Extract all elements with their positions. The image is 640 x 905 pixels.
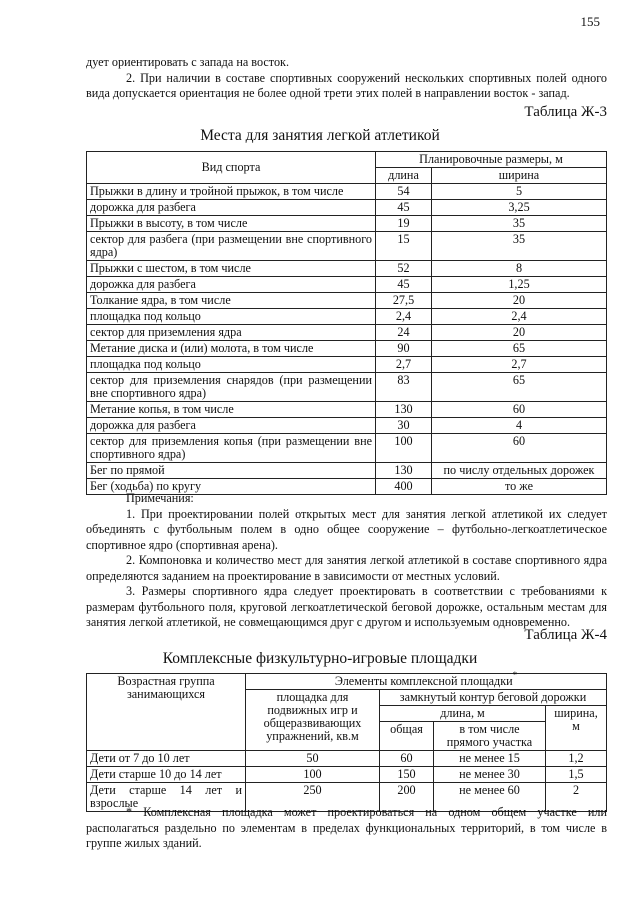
cell-length: 24	[376, 325, 432, 341]
header-track-width: ширина, м	[546, 706, 607, 751]
cell-width: 35	[432, 216, 607, 232]
cell-sport: сектор для приземления ядра	[87, 325, 376, 341]
cell-straight: не менее 30	[434, 767, 546, 783]
cell-sport: Бег по прямой	[87, 463, 376, 479]
cell-length: 19	[376, 216, 432, 232]
table-row	[87, 373, 607, 402]
cell-sport: Толкание ядра, в том числе	[87, 293, 376, 309]
cell-width: 20	[432, 293, 607, 309]
header-planning: Планировочные размеры, м	[376, 152, 607, 168]
header-total: общая	[380, 722, 434, 751]
cell-age: Дети старше 10 до 14 лет	[87, 767, 246, 783]
table-row	[87, 434, 607, 463]
cell-length: 400	[376, 479, 432, 495]
cell-width: 60	[432, 434, 607, 463]
cell-width: 5	[432, 184, 607, 200]
note-1: 1. При проектировании полей открытых мест для занятия легкой атлетикой их следует объединять с футбольным полем в одно общее сооружение – футбольно-легкоатлетическое спортивное ядро (спортивная арена).	[86, 506, 607, 552]
cell-width: 1,5	[546, 767, 607, 783]
cell-length: 2,4	[376, 309, 432, 325]
cell-width: 2,4	[432, 309, 607, 325]
cell-age: Дети от 7 до 10 лет	[87, 751, 246, 767]
cell-width: 65	[432, 341, 607, 357]
intro-continuation: дует ориентировать с запада на восток.	[86, 55, 290, 69]
cell-length: 30	[376, 418, 432, 434]
table-zh4-footnote: * Комплексная площадка может проектироваться на одном общем участке или располагаться раздельно по элементам в пределах функциональных территорий, в том числе в группе жилых зданий.	[86, 805, 607, 850]
table-zh4-caption: Таблица Ж-4	[524, 627, 607, 643]
table-row	[87, 200, 607, 216]
header-age-group: Возрастная группа занимающихся	[87, 674, 246, 751]
cell-width: 20	[432, 325, 607, 341]
table-zh3-caption: Таблица Ж-3	[524, 104, 607, 120]
header-elements-label: Элементы комплексной площадки	[334, 674, 513, 688]
note-2: 2. Компоновка и количество мест для занятия легкой атлетикой в составе спортивного ядра определяются заданием на проектирование в зависимости от местных условий.	[86, 553, 607, 583]
cell-length: 130	[376, 463, 432, 479]
cell-sport: сектор для приземления снарядов (при размещении вне спортивного ядра)	[87, 373, 376, 402]
cell-sport: сектор для разбега (при размещении вне спортивного ядра)	[87, 232, 376, 261]
cell-length: 83	[376, 373, 432, 402]
footnote-marker: *	[512, 670, 518, 680]
cell-width: 1,2	[546, 751, 607, 767]
cell-sport: Бег (ходьба) по кругу	[87, 479, 376, 495]
cell-width: 60	[432, 402, 607, 418]
cell-width: 4	[432, 418, 607, 434]
cell-playground: 250	[246, 783, 380, 812]
table-row	[87, 325, 607, 341]
table-row	[87, 293, 607, 309]
cell-sport: Метание копья, в том числе	[87, 402, 376, 418]
table-row	[87, 216, 607, 232]
table-zh4-title: Комплексные физкультурно-игровые площадки	[162, 650, 478, 667]
cell-playground: 50	[246, 751, 380, 767]
table-row	[87, 767, 607, 783]
cell-width: 3,25	[432, 200, 607, 216]
cell-straight: не менее 60	[434, 783, 546, 812]
intro-note-2: 2. При наличии в составе спортивных сооружений нескольких спортивных полей одного вида допускается ориентация не более одной трети этих полей в направлении восток - запад.	[86, 70, 607, 100]
table-row	[87, 463, 607, 479]
cell-width: 35	[432, 232, 607, 261]
header-length: длина	[376, 168, 432, 184]
table-row	[87, 402, 607, 418]
table-row	[87, 341, 607, 357]
table-zh4	[86, 670, 607, 812]
cell-sport: дорожка для разбега	[87, 200, 376, 216]
cell-length: 27,5	[376, 293, 432, 309]
table-zh3-notes	[86, 491, 607, 631]
cell-length: 54	[376, 184, 432, 200]
cell-sport: площадка под кольцо	[87, 357, 376, 373]
header-playground: площадка для подвижных игр и общеразвивающих упражнений, кв.м	[246, 690, 380, 751]
table-row	[87, 418, 607, 434]
cell-width: то же	[432, 479, 607, 495]
table-row	[87, 261, 607, 277]
cell-width: по числу отдельных дорожек	[432, 463, 607, 479]
cell-width: 2	[546, 783, 607, 812]
header-track-length: длина, м	[380, 706, 546, 722]
cell-sport: Метание диска и (или) молота, в том числе	[87, 341, 376, 357]
cell-total: 150	[380, 767, 434, 783]
cell-width: 1,25	[432, 277, 607, 293]
notes-heading: Примечания:	[126, 491, 194, 505]
cell-length: 100	[376, 434, 432, 463]
cell-sport: сектор для приземления копья (при размещении вне спортивного ядра)	[87, 434, 376, 463]
table-zh3	[86, 151, 607, 495]
table-zh4-body	[87, 751, 607, 812]
cell-length: 52	[376, 261, 432, 277]
cell-age: Дети старше 14 лет и взрослые	[87, 783, 246, 812]
intro-text	[86, 55, 607, 102]
header-straight: в том числе прямого участка	[434, 722, 546, 751]
header-width: ширина	[432, 168, 607, 184]
cell-total: 60	[380, 751, 434, 767]
cell-sport: дорожка для разбега	[87, 418, 376, 434]
cell-sport: Прыжки с шестом, в том числе	[87, 261, 376, 277]
cell-length: 15	[376, 232, 432, 261]
header-track: замкнутый контур беговой дорожки	[380, 690, 607, 706]
header-elements	[246, 670, 607, 690]
cell-sport: площадка под кольцо	[87, 309, 376, 325]
cell-length: 45	[376, 277, 432, 293]
table-zh3-body	[87, 184, 607, 495]
table-row	[87, 309, 607, 325]
cell-sport: Прыжки в высоту, в том числе	[87, 216, 376, 232]
table-row	[87, 751, 607, 767]
cell-length: 45	[376, 200, 432, 216]
cell-width: 65	[432, 373, 607, 402]
cell-width: 2,7	[432, 357, 607, 373]
cell-width: 8	[432, 261, 607, 277]
table-zh3-title: Места для занятия легкой атлетикой	[200, 127, 440, 144]
page-number: 155	[580, 14, 600, 29]
cell-length: 130	[376, 402, 432, 418]
note-3: 3. Размеры спортивного ядра следует проектировать в соответствии с требованиями к размерам футбольного поля, круговой легкоатлетической беговой дорожке, остальным местам для занятия легкой атлетикой, не совмещающимся друг с другом и используемым одновременно.	[86, 584, 607, 629]
table-row	[87, 232, 607, 261]
cell-straight: не менее 15	[434, 751, 546, 767]
cell-length: 2,7	[376, 357, 432, 373]
cell-total: 200	[380, 783, 434, 812]
cell-sport: Прыжки в длину и тройной прыжок, в том числе	[87, 184, 376, 200]
cell-playground: 100	[246, 767, 380, 783]
table-row	[87, 184, 607, 200]
cell-sport: дорожка для разбега	[87, 277, 376, 293]
table-row	[87, 357, 607, 373]
cell-length: 90	[376, 341, 432, 357]
table-row	[87, 277, 607, 293]
header-sport: Вид спорта	[87, 152, 376, 184]
